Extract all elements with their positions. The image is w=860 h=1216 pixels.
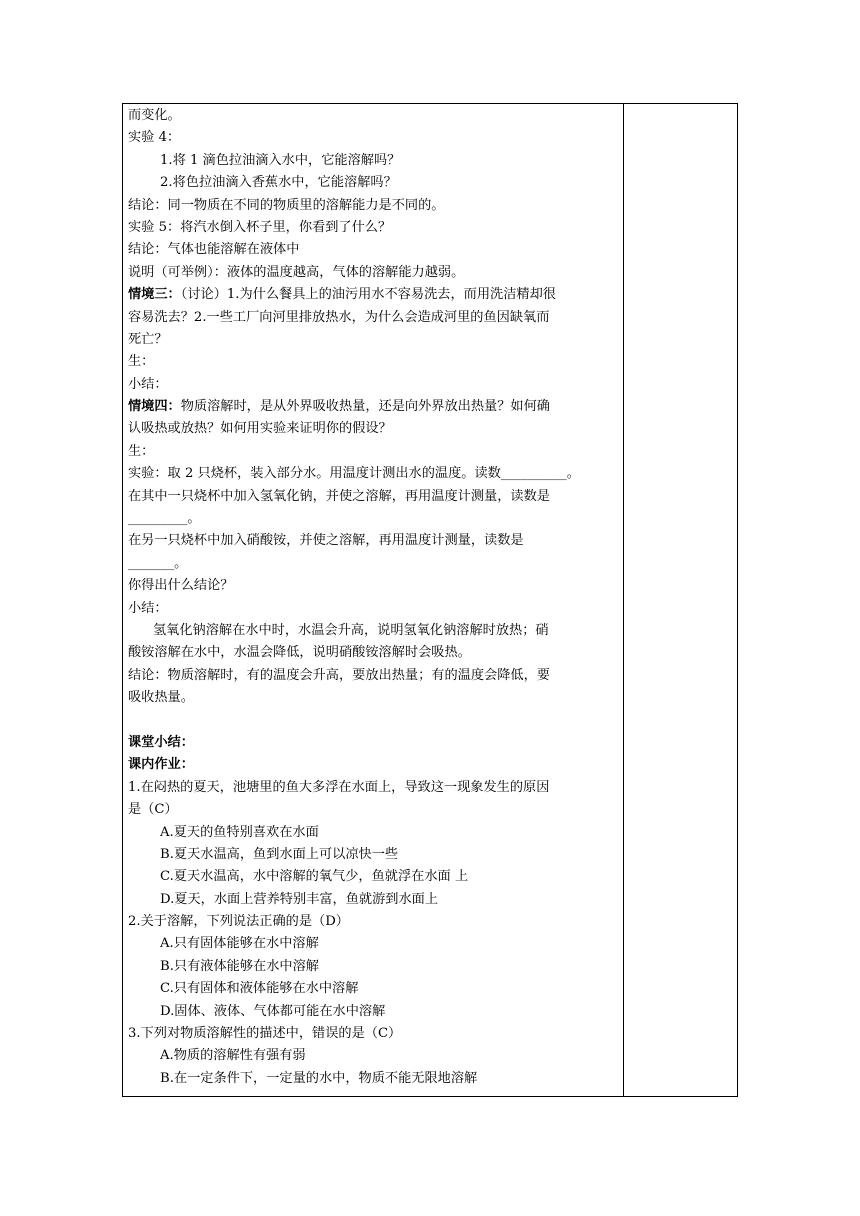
- text-line: [128, 351, 621, 373]
- text-line: [128, 1068, 621, 1090]
- text-line: [128, 195, 621, 217]
- lesson-content-cell: [128, 105, 621, 1090]
- text-line: [128, 530, 621, 552]
- line-text: B.在一定条件下，一定量的水中，物质不能无限地溶解: [160, 1070, 478, 1086]
- text-line: [128, 710, 621, 732]
- line-text: _______。: [128, 555, 188, 571]
- line-text: 1.将 1 滴色拉油滴入水中，它能溶解吗？: [160, 152, 401, 168]
- line-text: 吸收热量。: [128, 690, 194, 706]
- line-text: B.只有液体能够在水中溶解: [160, 958, 319, 974]
- line-text: A.夏天的鱼特别喜欢在水面: [160, 824, 319, 840]
- line-text: 1.在闷热的夏天，池塘里的鱼大多浮在水面上，导致这一现象发生的原因: [128, 779, 550, 795]
- text-line: [128, 217, 621, 239]
- line-text: 氢氧化钠溶解在水中时，水温会升高，说明氢氧化钠溶解时放热；硝: [153, 622, 549, 638]
- section-heading: 情境三：: [128, 287, 181, 303]
- text-line: [128, 508, 621, 530]
- text-line: [128, 687, 621, 709]
- text-line: [128, 575, 621, 597]
- text-line: [128, 866, 621, 888]
- line-text: 生：: [128, 354, 155, 370]
- text-line: [128, 150, 621, 172]
- text-line: [128, 732, 621, 754]
- text-line: [128, 127, 621, 149]
- text-line: [128, 105, 621, 127]
- text-line: [128, 956, 621, 978]
- text-line: [128, 911, 621, 933]
- line-text: 3.下列对物质溶解性的描述中，错误的是（C）: [128, 1026, 402, 1042]
- text-line: [128, 441, 621, 463]
- line-text: 说明（可举例）：液体的温度越高，气体的溶解能力越弱。: [128, 264, 465, 280]
- text-line: [128, 172, 621, 194]
- text-line: [128, 396, 621, 418]
- line-text: D.固体、液体、气体都可能在水中溶解: [160, 1003, 386, 1019]
- line-text: C.只有固体和液体能够在水中溶解: [160, 981, 359, 997]
- line-text: 物质溶解时，是从外界吸收热量，还是向外界放出热量？如何确: [180, 399, 550, 415]
- line-text: 而变化。: [128, 108, 181, 123]
- line-text: D.夏天，水面上营养特别丰富，鱼就游到水面上: [160, 891, 439, 907]
- text-line: [128, 889, 621, 911]
- text-line: [128, 777, 621, 799]
- line-text: A.只有固体能够在水中溶解: [160, 936, 319, 952]
- line-text: 结论：同一物质在不同的物质里的溶解能力是不同的。: [128, 197, 445, 213]
- text-line: [128, 598, 621, 620]
- text-line: [128, 553, 621, 575]
- line-text: 生：: [128, 443, 155, 459]
- line-text: 在其中一只烧杯中加入氢氧化钠，并使之溶解，再用温度计测量，读数是: [128, 488, 550, 504]
- text-line: [128, 822, 621, 844]
- line-text: 认吸热或放热？如何用实验来证明你的假设？: [128, 421, 392, 437]
- text-line: [128, 844, 621, 866]
- line-text: 酸铵溶解在水中，水温会降低，说明硝酸铵溶解时会吸热。: [128, 645, 471, 661]
- line-text: 容易洗去？2.一些工厂向河里排放热水，为什么会造成河里的鱼因缺氧而: [128, 309, 550, 325]
- lesson-table: [122, 103, 738, 1097]
- text-line: [128, 642, 621, 664]
- text-line: [128, 418, 621, 440]
- notes-cell: [624, 104, 737, 1096]
- line-text: 实验 5：将汽水倒入杯子里，你看到了什么？: [128, 219, 392, 235]
- line-text: 实验：取 2 只烧杯，装入部分水。用温度计测出水的温度。读数__________。: [128, 466, 580, 482]
- line-text: 是（C）: [128, 802, 178, 818]
- line-text: _________。: [128, 511, 201, 527]
- section-heading: 课堂小结：: [128, 734, 194, 750]
- line-text: 死亡？: [128, 331, 168, 347]
- line-text: 小结：: [128, 600, 168, 616]
- text-line: [128, 933, 621, 955]
- text-line: [128, 284, 621, 306]
- line-text: 小结：: [128, 376, 168, 392]
- text-line: [128, 262, 621, 284]
- line-text: 2.关于溶解，下列说法正确的是（D）: [128, 914, 349, 930]
- line-text: 结论：气体也能溶解在液体中: [128, 242, 300, 258]
- section-heading: 课内作业：: [128, 757, 194, 773]
- line-text: （讨论）1.为什么餐具上的油污用水不容易洗去，而用洗洁精却很: [180, 287, 556, 303]
- line-text: A.物质的溶解性有强有弱: [160, 1048, 306, 1064]
- text-line: [128, 620, 621, 642]
- text-line: [128, 1045, 621, 1067]
- line-text: 你得出什么结论？: [128, 578, 234, 594]
- text-line: [128, 239, 621, 261]
- line-text: 实验 4：: [128, 130, 181, 146]
- line-text: 2.将色拉油滴入香蕉水中，它能溶解吗？: [160, 175, 397, 191]
- line-text: B.夏天水温高，鱼到水面上可以凉快一些: [160, 846, 399, 862]
- text-line: [128, 486, 621, 508]
- line-text: 在另一只烧杯中加入硝酸铵，并使之溶解，再用温度计测量，读数是: [128, 533, 524, 549]
- text-line: [128, 329, 621, 351]
- text-line: [128, 978, 621, 1000]
- text-line: [128, 374, 621, 396]
- text-line: [128, 799, 621, 821]
- text-line: [128, 665, 621, 687]
- text-line: [128, 463, 621, 485]
- text-line: [128, 1001, 621, 1023]
- line-text: C.夏天水温高，水中溶解的氧气少，鱼就浮在水面 上: [160, 869, 469, 885]
- text-line: [128, 754, 621, 776]
- section-heading: 情境四：: [128, 399, 181, 415]
- text-line: [128, 307, 621, 329]
- line-text: 结论：物质溶解时，有的温度会升高，要放出热量；有的温度会降低，要: [128, 667, 550, 683]
- text-line: [128, 1023, 621, 1045]
